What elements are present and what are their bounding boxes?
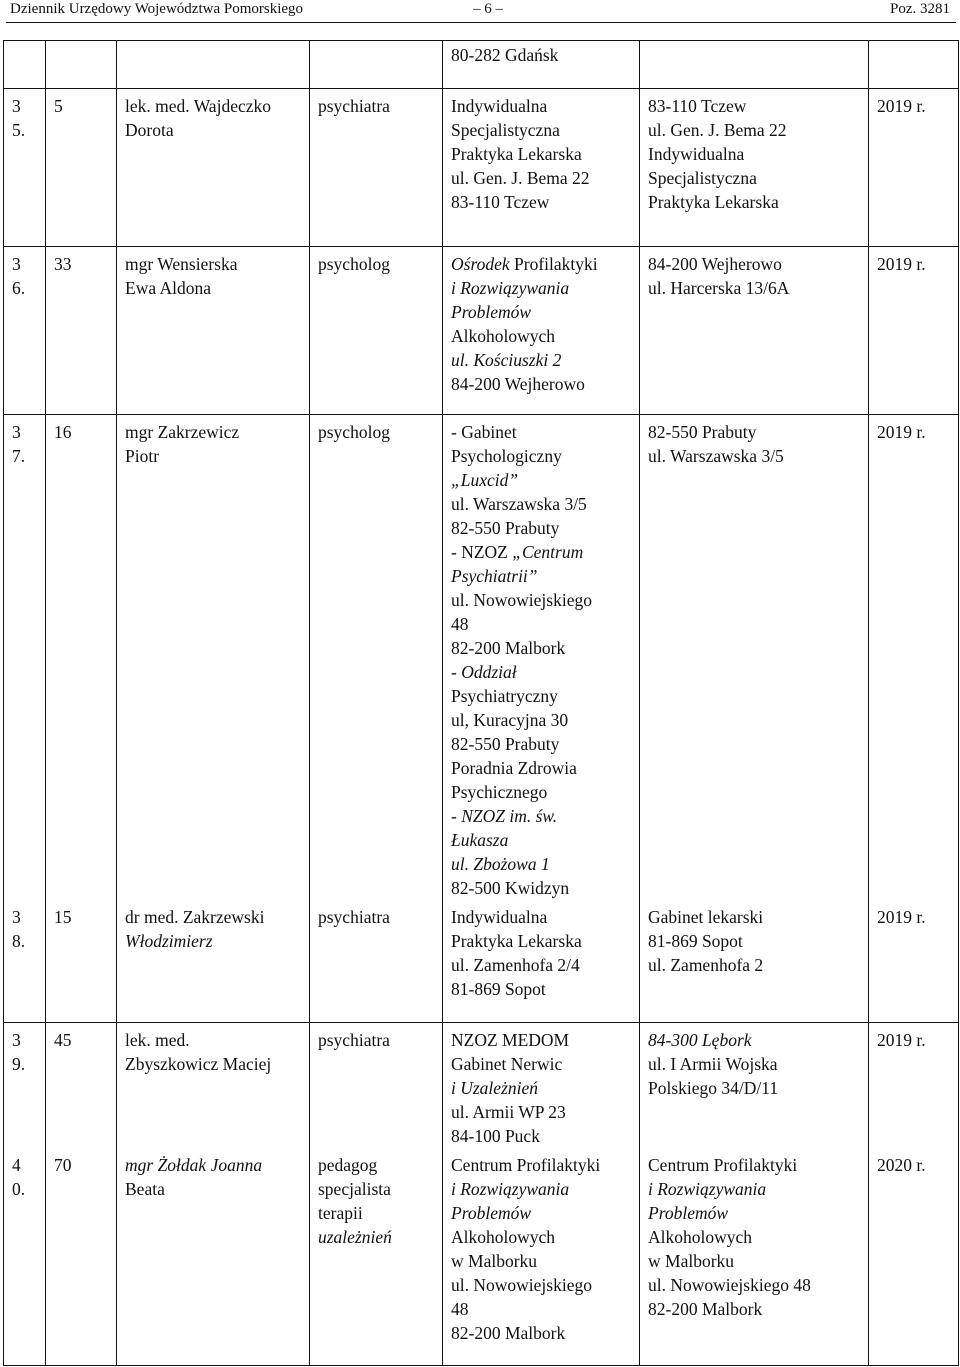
cell-place-line: Psychiatryczny — [451, 686, 558, 706]
cell-place-line: i Uzależnień — [451, 1077, 539, 1098]
cell-lp-line: 3 — [12, 1029, 21, 1050]
table-row — [4, 247, 959, 415]
cell-year — [869, 900, 959, 1022]
cell-place — [443, 900, 640, 1022]
cell-place-line: Alkoholowych — [451, 1226, 556, 1247]
cell-place-line: Łukasza — [451, 830, 509, 850]
cell-place — [443, 89, 640, 247]
registry-table — [3, 40, 959, 89]
cell-specialty-line: uzależnień — [318, 1226, 392, 1247]
cell-place-line: 82-200 Malbork — [451, 638, 566, 658]
table-row — [4, 1022, 959, 1148]
cell-place — [443, 247, 640, 415]
cell-specialty-line: terapii — [318, 1202, 363, 1223]
cell-number — [46, 900, 117, 1022]
cell-place-line: NZOZ MEDOM — [451, 1029, 570, 1050]
cell-name — [117, 1022, 310, 1148]
cell-place-line: „Luxcid” — [451, 470, 519, 490]
cell-place-line: Centrum Profilaktyki — [451, 1154, 601, 1175]
cell-place-line: Problemów — [451, 1202, 532, 1223]
cell-name-line: mgr Wensierska — [125, 254, 238, 274]
table-row — [4, 1148, 959, 1366]
cell-lp-line: 7. — [12, 446, 26, 466]
cell-place — [443, 415, 640, 901]
cell-name-line: dr med. Zakrzewski — [125, 907, 265, 927]
cell-place-line: Psychiatrii” — [451, 566, 538, 586]
cell-year-value: 2019 r. — [877, 907, 926, 927]
cell-specialty-line: pedagog — [318, 1154, 378, 1175]
cell-lp — [4, 1148, 46, 1366]
cell-address-line: ul. Zamenhofa 2 — [648, 955, 764, 975]
cell-specialty-line: psychiatra — [318, 907, 390, 927]
cell-lp — [4, 247, 46, 415]
cell-place-line: Specjalistyczna — [451, 120, 560, 140]
cell-name-line: lek. med. Wajdeczko — [125, 96, 271, 116]
cell-address — [640, 1022, 869, 1148]
cell-specialty-line: psycholog — [318, 422, 390, 442]
cell-year — [869, 415, 959, 901]
cell-lp-line: 0. — [12, 1178, 26, 1199]
cell-place-line: Praktyka Lekarska — [451, 144, 582, 164]
cell-number — [46, 1148, 117, 1366]
header-rule — [6, 22, 956, 23]
registry-table-body — [3, 88, 959, 1366]
cell-lp-line: 3 — [12, 254, 21, 274]
cell-specialty — [310, 1022, 443, 1148]
cell-lp — [4, 1022, 46, 1148]
cell-place-line: 81-869 Sopot — [451, 979, 546, 999]
cell-specialty — [310, 89, 443, 247]
cell-year-value: 2020 r. — [877, 1154, 926, 1175]
cell-place: 80-282 Gdańsk — [443, 41, 640, 89]
cell-place-line: 82-550 Prabuty — [451, 518, 560, 538]
cell-specialty — [310, 415, 443, 901]
cell-address — [640, 247, 869, 415]
cell-number-value: 45 — [54, 1029, 72, 1050]
cell-place-line: ul. Nowowiejskiego — [451, 590, 592, 610]
cell-place-line: - Gabinet — [451, 422, 517, 442]
cell-place-line: 82-500 Kwidzyn — [451, 878, 570, 898]
cell-place-line: 82-550 Prabuty — [451, 734, 560, 754]
cell-address-line: 82-550 Prabuty — [648, 422, 757, 442]
cell-number-value: 5 — [54, 96, 63, 116]
cell-number — [46, 89, 117, 247]
cell-place-line: 82-200 Malbork — [451, 1322, 566, 1343]
cell-year-value: 2019 r. — [877, 254, 926, 274]
position-number: Poz. 3281 — [890, 1, 950, 17]
cell-name-line: Ewa Aldona — [125, 278, 212, 298]
cell-address-line: ul. Warszawska 3/5 — [648, 446, 784, 466]
cell-place-line: 48 — [451, 614, 469, 634]
cell-number — [46, 247, 117, 415]
cell-place-line: ul, Kuracyjna 30 — [451, 710, 569, 730]
cell-place-line: - NZOZ im. św. — [451, 806, 558, 826]
cell-specialty-line: psycholog — [318, 254, 390, 274]
cell-address-line: ul. Gen. J. Bema 22 — [648, 120, 787, 140]
cell-specialty — [310, 900, 443, 1022]
cell-address-line: Problemów — [648, 1202, 729, 1223]
cell-year — [869, 1148, 959, 1366]
cell-specialty-line: specjalista — [318, 1178, 391, 1199]
cell-number — [46, 1022, 117, 1148]
cell-address-line: Specjalistyczna — [648, 168, 757, 188]
cell-place-line: i Rozwiązywania — [451, 278, 570, 298]
table-row — [4, 89, 959, 247]
cell-year — [869, 247, 959, 415]
cell-year-value: 2019 r. — [877, 1029, 926, 1050]
cell-address-line: Alkoholowych — [648, 1226, 753, 1247]
cell-number-value: 70 — [54, 1154, 72, 1175]
table-row — [4, 415, 959, 901]
cell-place-line: 83-110 Tczew — [451, 192, 550, 212]
cell-place-line: i Rozwiązywania — [451, 1178, 570, 1199]
cell-specialty — [310, 1148, 443, 1366]
cell-address — [640, 415, 869, 901]
cell-place — [443, 1022, 640, 1148]
cell-address — [640, 89, 869, 247]
cell-address-line: w Malborku — [648, 1250, 735, 1271]
cell-year-value: 2019 r. — [877, 96, 926, 116]
cell-number-value: 15 — [54, 907, 72, 927]
cell-lp-line: 8. — [12, 931, 26, 951]
cell-place-line: 84-200 Wejherowo — [451, 374, 585, 394]
cell-address — [640, 1148, 869, 1366]
cell-place-line: Gabinet Nerwic — [451, 1053, 563, 1074]
cell-name-line: mgr Żołdak Joanna — [125, 1154, 263, 1175]
cell-place-line: 84-100 Puck — [451, 1125, 540, 1146]
cell-lp-line: 4 — [12, 1154, 21, 1175]
cell-place-line: ul. Warszawska 3/5 — [451, 494, 587, 514]
cell-place-line: - Oddział — [451, 662, 517, 682]
cell-specialty-line: psychiatra — [318, 96, 390, 116]
cell-number-value: 16 — [54, 422, 72, 442]
cell-place-line: ul. Gen. J. Bema 22 — [451, 168, 590, 188]
cell-address-line: 84-200 Wejherowo — [648, 254, 782, 274]
cell-place-line: ul. Armii WP 23 — [451, 1101, 566, 1122]
cell-address-line: Gabinet lekarski — [648, 907, 764, 927]
cell-lp — [4, 415, 46, 901]
cell-place — [443, 1148, 640, 1366]
cell-place-line: Poradnia Zdrowia — [451, 758, 577, 778]
cell-place-line: Indywidualna — [451, 96, 548, 116]
cell-lp-line: 3 — [12, 907, 21, 927]
cell-name-line: Zbyszkowicz Maciej — [125, 1053, 272, 1074]
table-row — [4, 900, 959, 1022]
page-header — [6, 0, 954, 22]
cell-address-line: Centrum Profilaktyki — [648, 1154, 798, 1175]
cell-place-line: ul. Zbożowa 1 — [451, 854, 550, 874]
cell-address-line: i Rozwiązywania — [648, 1178, 767, 1199]
cell-name-line: mgr Zakrzewicz — [125, 422, 240, 442]
cell-number — [46, 415, 117, 901]
cell-place-line: Alkoholowych — [451, 326, 556, 346]
cell-address-line: 81-869 Sopot — [648, 931, 743, 951]
cell-address-line: Polskiego 34/D/11 — [648, 1077, 779, 1098]
cell-place-line: 48 — [451, 1298, 469, 1319]
cell-lp-line: 3 — [12, 96, 21, 116]
continuation-row — [4, 41, 959, 89]
cell-lp — [4, 89, 46, 247]
cell-number-value: 33 — [54, 254, 72, 274]
cell-place-line: ul. Kościuszki 2 — [451, 350, 562, 370]
cell-address-line: Indywidualna — [648, 144, 745, 164]
cell-name — [117, 415, 310, 901]
cell-place-line: Ośrodek Profilaktyki — [451, 254, 598, 274]
cell-name-line: Beata — [125, 1178, 165, 1199]
cell-year — [869, 89, 959, 247]
cell-place-line: ul. Nowowiejskiego — [451, 1274, 592, 1295]
cell-address — [640, 900, 869, 1022]
cell-name-line: Dorota — [125, 120, 174, 140]
cell-lp-line: 3 — [12, 422, 21, 442]
cell-name — [117, 1148, 310, 1366]
cell-lp-line: 9. — [12, 1053, 26, 1074]
page-number: – 6 – — [473, 1, 503, 17]
cell-address-line: ul. I Armii Wojska — [648, 1053, 778, 1074]
cell-specialty — [310, 247, 443, 415]
cell-place-line: - NZOZ „Centrum — [451, 542, 584, 562]
cell-lp — [4, 900, 46, 1022]
cell-lp-line: 6. — [12, 278, 26, 298]
cell-place-line: Psychologiczny — [451, 446, 562, 466]
cell-year-value: 2019 r. — [877, 422, 926, 442]
cell-lp-line: 5. — [12, 120, 26, 140]
cell-address-line: 82-200 Malbork — [648, 1298, 763, 1319]
cell-address-line: 84-300 Lębork — [648, 1029, 752, 1050]
cell-specialty-line: psychiatra — [318, 1029, 390, 1050]
cell-place-line: ul. Zamenhofa 2/4 — [451, 955, 580, 975]
journal-title: Dziennik Urzędowy Województwa Pomorskiego — [10, 1, 304, 17]
cell-address-line: ul. Nowowiejskiego 48 — [648, 1274, 811, 1295]
cell-name — [117, 89, 310, 247]
cell-name-line: Włodzimierz — [125, 931, 213, 951]
cell-year — [869, 1022, 959, 1148]
cell-address-line: Praktyka Lekarska — [648, 192, 779, 212]
cell-name-line: lek. med. — [125, 1029, 190, 1050]
cell-name — [117, 900, 310, 1022]
cell-place-line: Psychicznego — [451, 782, 548, 802]
cell-name — [117, 247, 310, 415]
cell-place-line: w Malborku — [451, 1250, 538, 1271]
cell-address-line: 83-110 Tczew — [648, 96, 747, 116]
cell-address-line: ul. Harcerska 13/6A — [648, 278, 790, 298]
cell-place-line: Problemów — [451, 302, 532, 322]
cell-place-line: Indywidualna — [451, 907, 548, 927]
cell-name-line: Piotr — [125, 446, 160, 466]
cell-place-line: Praktyka Lekarska — [451, 931, 582, 951]
